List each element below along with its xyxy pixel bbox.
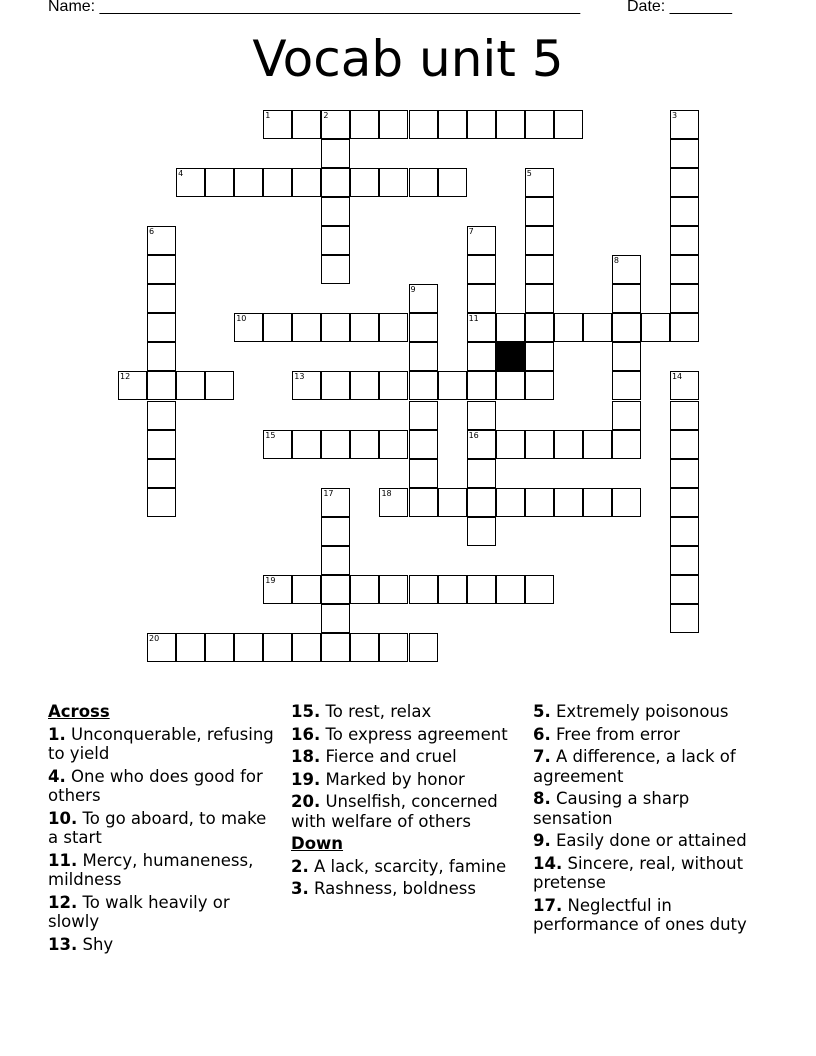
down-clue bbox=[533, 725, 773, 745]
grid-cell[interactable] bbox=[205, 633, 234, 662]
clue-number: 13 bbox=[294, 372, 305, 382]
grid-cell[interactable] bbox=[612, 342, 641, 371]
down-clue bbox=[533, 831, 773, 851]
grid-cell[interactable] bbox=[321, 604, 350, 633]
grid-cell[interactable] bbox=[147, 488, 176, 517]
grid-cell[interactable] bbox=[147, 430, 176, 459]
grid-cell[interactable] bbox=[525, 197, 554, 226]
clue-text: Fierce and cruel bbox=[325, 747, 457, 766]
grid-cell[interactable] bbox=[612, 313, 641, 342]
grid-cell[interactable] bbox=[612, 255, 641, 284]
grid-cell[interactable] bbox=[438, 371, 467, 400]
grid-cell[interactable] bbox=[583, 313, 612, 342]
clue-number: 1 bbox=[265, 111, 271, 120]
clue-text: Unconquerable, refusing to yield bbox=[48, 724, 274, 763]
grid-cell[interactable] bbox=[467, 488, 496, 517]
clue-number: 9 bbox=[410, 285, 416, 295]
grid-cell[interactable] bbox=[467, 255, 496, 284]
grid-cell[interactable] bbox=[670, 110, 699, 139]
clue-number: 12 bbox=[120, 372, 131, 382]
grid-cell[interactable] bbox=[670, 430, 699, 459]
grid-cell[interactable] bbox=[612, 284, 641, 313]
across-clue bbox=[48, 851, 278, 890]
clue-text: To walk heavily or slowly bbox=[48, 892, 230, 931]
grid-cell[interactable] bbox=[292, 313, 321, 342]
grid-cell[interactable] bbox=[321, 139, 350, 168]
grid-cell[interactable] bbox=[147, 255, 176, 284]
down-clue bbox=[291, 879, 526, 899]
grid-cell[interactable] bbox=[438, 110, 467, 139]
grid-cell[interactable] bbox=[496, 371, 525, 400]
grid-cell[interactable] bbox=[292, 575, 321, 604]
clue-number: 1. bbox=[48, 724, 66, 744]
grid-cell[interactable] bbox=[554, 110, 583, 139]
grid-cell[interactable] bbox=[263, 110, 292, 139]
clue-number: 14. bbox=[533, 853, 563, 873]
grid-cell[interactable] bbox=[670, 546, 699, 575]
grid-cell[interactable] bbox=[147, 459, 176, 488]
clue-number: 19. bbox=[291, 769, 321, 789]
down-heading: Down bbox=[291, 834, 344, 853]
clue-text: One who does good for others bbox=[48, 766, 263, 805]
grid-cell[interactable] bbox=[670, 139, 699, 168]
black-square bbox=[496, 342, 525, 371]
grid-cell[interactable] bbox=[670, 488, 699, 517]
grid-cell[interactable] bbox=[467, 313, 496, 342]
grid-cell[interactable] bbox=[263, 575, 292, 604]
clues-column-2 bbox=[291, 702, 526, 902]
clue-number: 4 bbox=[178, 169, 184, 179]
clue-text: To express agreement bbox=[325, 724, 508, 744]
grid-cell[interactable] bbox=[321, 517, 350, 546]
grid-cell[interactable] bbox=[234, 633, 263, 662]
grid-cell[interactable] bbox=[612, 371, 641, 400]
clue-text: A difference, a lack of agreement bbox=[533, 747, 736, 786]
clue-number: 16. bbox=[291, 724, 321, 744]
grid-cell[interactable] bbox=[350, 371, 379, 400]
grid-cell[interactable] bbox=[263, 633, 292, 662]
date-field-label: Date: _______ bbox=[627, 0, 732, 15]
grid-cell[interactable] bbox=[205, 168, 234, 197]
clue-number: 15 bbox=[265, 430, 276, 440]
grid-cell[interactable] bbox=[292, 110, 321, 139]
clues-column-3 bbox=[533, 702, 773, 938]
clue-number: 18 bbox=[381, 488, 392, 498]
down-clue bbox=[533, 789, 773, 828]
grid-cell[interactable] bbox=[409, 284, 438, 313]
grid-cell[interactable] bbox=[409, 633, 438, 662]
grid-cell[interactable] bbox=[409, 459, 438, 488]
grid-cell[interactable] bbox=[292, 371, 321, 400]
grid-cell[interactable] bbox=[438, 168, 467, 197]
grid-cell[interactable] bbox=[583, 488, 612, 517]
grid-cell[interactable] bbox=[554, 488, 583, 517]
clue-number: 2. bbox=[291, 856, 309, 876]
clues-column-1 bbox=[48, 702, 278, 957]
grid-cell[interactable] bbox=[350, 575, 379, 604]
grid-cell[interactable] bbox=[409, 313, 438, 342]
grid-cell[interactable] bbox=[554, 430, 583, 459]
across-clue bbox=[291, 770, 526, 790]
grid-cell[interactable] bbox=[321, 168, 350, 197]
grid-cell[interactable] bbox=[147, 371, 176, 400]
clue-number: 8. bbox=[533, 789, 551, 808]
clue-number: 3. bbox=[291, 879, 309, 898]
clue-number: 7 bbox=[468, 227, 474, 237]
grid-cell[interactable] bbox=[438, 575, 467, 604]
clue-number: 12. bbox=[48, 892, 78, 912]
clue-text: To rest, relax bbox=[325, 702, 432, 721]
grid-cell[interactable] bbox=[467, 342, 496, 371]
grid-cell[interactable] bbox=[321, 633, 350, 662]
grid-cell[interactable] bbox=[379, 371, 408, 400]
grid-cell[interactable] bbox=[467, 430, 496, 459]
clue-number: 18. bbox=[291, 747, 321, 766]
across-clue bbox=[291, 792, 526, 831]
grid-cell[interactable] bbox=[321, 255, 350, 284]
grid-cell[interactable] bbox=[350, 110, 379, 139]
clue-number: 5. bbox=[533, 702, 551, 721]
grid-cell[interactable] bbox=[525, 430, 554, 459]
grid-cell[interactable] bbox=[321, 313, 350, 342]
down-clue bbox=[533, 702, 773, 722]
grid-cell[interactable] bbox=[263, 430, 292, 459]
grid-cell[interactable] bbox=[670, 168, 699, 197]
grid-cell[interactable] bbox=[670, 459, 699, 488]
grid-cell[interactable] bbox=[525, 284, 554, 313]
grid-cell[interactable] bbox=[321, 546, 350, 575]
grid-cell[interactable] bbox=[525, 575, 554, 604]
grid-cell[interactable] bbox=[379, 430, 408, 459]
grid-cell[interactable] bbox=[496, 313, 525, 342]
clue-number: 3 bbox=[671, 111, 678, 120]
grid-cell[interactable] bbox=[379, 110, 408, 139]
clue-number: 17 bbox=[323, 488, 334, 498]
grid-cell[interactable] bbox=[147, 226, 176, 255]
clue-number: 17. bbox=[533, 895, 563, 915]
clue-number: 11. bbox=[48, 850, 78, 870]
grid-cell[interactable] bbox=[525, 110, 554, 139]
grid-cell[interactable] bbox=[379, 168, 408, 197]
grid-cell[interactable] bbox=[379, 488, 408, 517]
grid-cell[interactable] bbox=[409, 401, 438, 430]
clue-text: Causing a sharp sensation bbox=[533, 789, 690, 828]
grid-cell[interactable] bbox=[670, 517, 699, 546]
clue-number: 5 bbox=[526, 169, 532, 179]
grid-cell[interactable] bbox=[467, 459, 496, 488]
grid-cell[interactable] bbox=[292, 430, 321, 459]
grid-cell[interactable] bbox=[612, 401, 641, 430]
across-clue bbox=[291, 725, 526, 745]
grid-cell[interactable] bbox=[525, 313, 554, 342]
clue-text: Rashness, boldness bbox=[314, 879, 476, 898]
grid-cell[interactable] bbox=[670, 226, 699, 255]
clue-number: 10. bbox=[48, 808, 78, 828]
across-clue bbox=[291, 702, 526, 722]
grid-cell[interactable] bbox=[496, 430, 525, 459]
clue-text: A lack, scarcity, famine bbox=[314, 856, 507, 876]
clue-text: To go aboard, to make a start bbox=[48, 808, 267, 847]
grid-cell[interactable] bbox=[467, 226, 496, 255]
clue-number: 20 bbox=[149, 633, 160, 643]
grid-cell[interactable] bbox=[263, 168, 292, 197]
grid-cell[interactable] bbox=[176, 633, 205, 662]
clue-number: 7. bbox=[533, 747, 551, 766]
grid-cell[interactable] bbox=[176, 371, 205, 400]
clue-text: Shy bbox=[82, 934, 114, 954]
grid-cell[interactable] bbox=[409, 110, 438, 139]
clue-number: 6. bbox=[533, 724, 551, 744]
grid-cell[interactable] bbox=[263, 313, 292, 342]
grid-cell[interactable] bbox=[321, 430, 350, 459]
grid-cell[interactable] bbox=[583, 430, 612, 459]
grid-cell[interactable] bbox=[176, 168, 205, 197]
grid-cell[interactable] bbox=[467, 284, 496, 313]
across-heading: Across bbox=[48, 702, 110, 721]
grid-cell[interactable] bbox=[147, 284, 176, 313]
grid-cell[interactable] bbox=[525, 226, 554, 255]
grid-cell[interactable] bbox=[321, 371, 350, 400]
across-clue bbox=[48, 767, 278, 806]
across-clue bbox=[48, 935, 278, 955]
page-title: Vocab unit 5 bbox=[252, 30, 564, 88]
grid-cell[interactable] bbox=[321, 226, 350, 255]
grid-cell[interactable] bbox=[292, 168, 321, 197]
grid-cell[interactable] bbox=[670, 197, 699, 226]
grid-cell[interactable] bbox=[409, 371, 438, 400]
down-clue bbox=[291, 857, 526, 877]
grid-cell[interactable] bbox=[525, 488, 554, 517]
grid-cell[interactable] bbox=[496, 110, 525, 139]
clue-number: 13. bbox=[48, 934, 78, 954]
clue-text: Mercy, humaneness, mildness bbox=[48, 850, 254, 889]
grid-cell[interactable] bbox=[670, 575, 699, 604]
grid-cell[interactable] bbox=[350, 430, 379, 459]
clue-number: 10 bbox=[236, 314, 247, 324]
clue-number: 8 bbox=[613, 256, 619, 266]
grid-cell[interactable] bbox=[554, 313, 583, 342]
grid-cell[interactable] bbox=[147, 313, 176, 342]
grid-cell[interactable] bbox=[525, 371, 554, 400]
grid-cell[interactable] bbox=[467, 517, 496, 546]
across-clue bbox=[48, 893, 278, 932]
grid-cell[interactable] bbox=[496, 575, 525, 604]
across-clue bbox=[291, 747, 526, 767]
across-clue bbox=[48, 809, 278, 848]
grid-cell[interactable] bbox=[147, 401, 176, 430]
across-clue bbox=[48, 725, 278, 764]
clue-text: Easily done or attained bbox=[556, 831, 747, 850]
grid-cell[interactable] bbox=[147, 633, 176, 662]
clue-number: 19 bbox=[265, 575, 276, 585]
clue-text: Extremely poisonous bbox=[556, 702, 729, 721]
grid-cell[interactable] bbox=[670, 255, 699, 284]
grid-cell[interactable] bbox=[467, 401, 496, 430]
grid-cell[interactable] bbox=[234, 168, 263, 197]
clue-number: 9. bbox=[533, 831, 551, 850]
grid-cell[interactable] bbox=[409, 342, 438, 371]
clue-number: 16 bbox=[468, 430, 479, 440]
grid-cell[interactable] bbox=[641, 313, 670, 342]
grid-cell[interactable] bbox=[350, 633, 379, 662]
grid-cell[interactable] bbox=[670, 371, 699, 400]
clue-number: 6 bbox=[149, 227, 155, 237]
grid-cell[interactable] bbox=[379, 633, 408, 662]
clue-number: 11 bbox=[468, 314, 479, 324]
clue-text: Free from error bbox=[556, 724, 680, 744]
grid-cell[interactable] bbox=[147, 342, 176, 371]
grid-cell[interactable] bbox=[321, 488, 350, 517]
grid-cell[interactable] bbox=[321, 110, 350, 139]
grid-cell[interactable] bbox=[612, 488, 641, 517]
name-field-label: Name: ______________________________________________________ bbox=[48, 0, 581, 15]
grid-cell[interactable] bbox=[467, 371, 496, 400]
grid-cell[interactable] bbox=[205, 371, 234, 400]
down-clue bbox=[533, 896, 773, 935]
grid-cell[interactable] bbox=[409, 575, 438, 604]
grid-cell[interactable] bbox=[234, 313, 263, 342]
grid-cell[interactable] bbox=[118, 371, 147, 400]
grid-cell[interactable] bbox=[409, 168, 438, 197]
grid-cell[interactable] bbox=[467, 110, 496, 139]
grid-cell[interactable] bbox=[379, 575, 408, 604]
clue-text: Neglectful in performance of ones duty bbox=[533, 895, 747, 934]
clue-number: 15. bbox=[291, 702, 321, 721]
clue-text: Marked by honor bbox=[325, 769, 465, 789]
grid-cell[interactable] bbox=[292, 633, 321, 662]
grid-cell[interactable] bbox=[670, 401, 699, 430]
grid-cell[interactable] bbox=[496, 488, 525, 517]
grid-cell[interactable] bbox=[409, 488, 438, 517]
grid-cell[interactable] bbox=[670, 284, 699, 313]
grid-cell[interactable] bbox=[438, 488, 467, 517]
grid-cell[interactable] bbox=[350, 168, 379, 197]
grid-cell[interactable] bbox=[379, 313, 408, 342]
grid-cell[interactable] bbox=[670, 604, 699, 633]
clue-number: 20. bbox=[291, 792, 321, 811]
clue-text: Sincere, real, without pretense bbox=[533, 853, 744, 892]
down-clue bbox=[533, 747, 773, 786]
clue-number: 2 bbox=[323, 111, 329, 120]
grid-cell[interactable] bbox=[525, 168, 554, 197]
grid-cell[interactable] bbox=[612, 430, 641, 459]
grid-cell[interactable] bbox=[467, 575, 496, 604]
grid-cell[interactable] bbox=[525, 255, 554, 284]
grid-cell[interactable] bbox=[409, 430, 438, 459]
clue-number: 4. bbox=[48, 766, 66, 786]
grid-cell[interactable] bbox=[321, 575, 350, 604]
clue-text: Unselfish, concerned with welfare of others bbox=[291, 792, 498, 831]
down-clue bbox=[533, 854, 773, 893]
grid-cell[interactable] bbox=[670, 313, 699, 342]
clue-number: 14 bbox=[671, 372, 683, 382]
grid-cell[interactable] bbox=[525, 342, 554, 371]
grid-cell[interactable] bbox=[321, 197, 350, 226]
grid-cell[interactable] bbox=[350, 313, 379, 342]
